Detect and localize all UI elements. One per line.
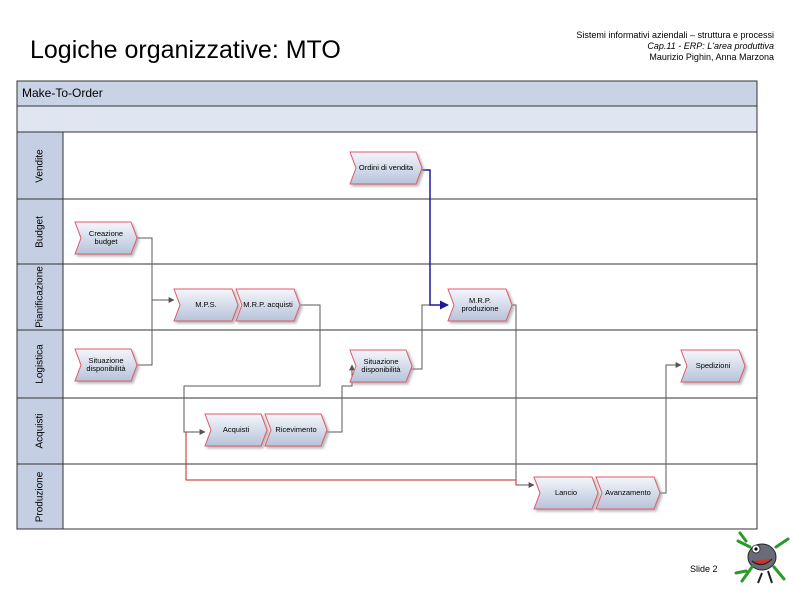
label-situazione-disponibilita-2: Situazione disponibilità	[361, 356, 401, 374]
box-acquisti[interactable]	[205, 414, 267, 446]
box-mps[interactable]	[174, 289, 238, 321]
box-spedizioni[interactable]	[681, 350, 745, 382]
box-creazione-budget[interactable]	[75, 222, 137, 254]
course-line-3: Maurizio Pighin, Anna Marzona	[649, 52, 774, 62]
lane-label-budget: Budget	[34, 215, 46, 248]
slide-number: Slide 2	[690, 564, 718, 574]
diagram-title-bar	[17, 81, 757, 106]
diagram-title: Make-To-Order	[22, 86, 103, 100]
box-lancio[interactable]	[534, 477, 598, 509]
box-ordini-di-vendita[interactable]	[350, 152, 422, 184]
label-acquisti: Acquisti	[222, 424, 250, 434]
lane-label-acquisti: Acquisti	[34, 413, 46, 449]
label-spedizioni: Spedizioni	[695, 360, 731, 370]
lane-label-produzione: Produzione	[34, 471, 46, 522]
label-ricevimento: Ricevimento	[275, 424, 317, 434]
box-mrp-acquisti[interactable]	[236, 289, 300, 321]
label-mps: M.P.S.	[195, 299, 217, 309]
label-creazione-budget: Creazione budget	[88, 228, 124, 246]
course-header	[474, 30, 774, 63]
course-line-1: Sistemi informativi aziendali – struttura e processi	[576, 30, 774, 40]
label-situazione-disponibilita: Situazione disponibilità	[86, 355, 126, 373]
box-situazione-disponibilita[interactable]	[75, 349, 137, 381]
label-mrp-produzione: M.R.P. produzione	[461, 295, 499, 313]
lane-label-vendite: Vendite	[34, 148, 46, 183]
label-lancio: Lancio	[554, 487, 578, 497]
diagram-frame	[17, 81, 757, 529]
box-avanzamento[interactable]	[596, 477, 660, 509]
mascot-logo	[732, 527, 792, 585]
diagram-header-row	[17, 106, 757, 132]
mto-process-diagram	[16, 80, 758, 530]
slide-title: Logiche organizzative: MTO	[30, 36, 341, 64]
box-situazione-disponibilita-2[interactable]	[350, 350, 412, 382]
label-ordini-di-vendita: Ordini di vendita	[358, 162, 414, 172]
course-line-2: Cap.11 - ERP: L'area produttiva	[647, 41, 774, 51]
lane-label-logistica: Logistica	[34, 344, 46, 384]
lane-label-pianificazione: Pianificazione	[34, 266, 46, 328]
box-mrp-produzione[interactable]	[448, 289, 512, 321]
box-ricevimento[interactable]	[265, 414, 327, 446]
label-mrp-acquisti: M.R.P. acquisti	[243, 299, 293, 309]
diagram-canvas	[16, 80, 758, 530]
label-avanzamento: Avanzamento	[605, 487, 651, 497]
